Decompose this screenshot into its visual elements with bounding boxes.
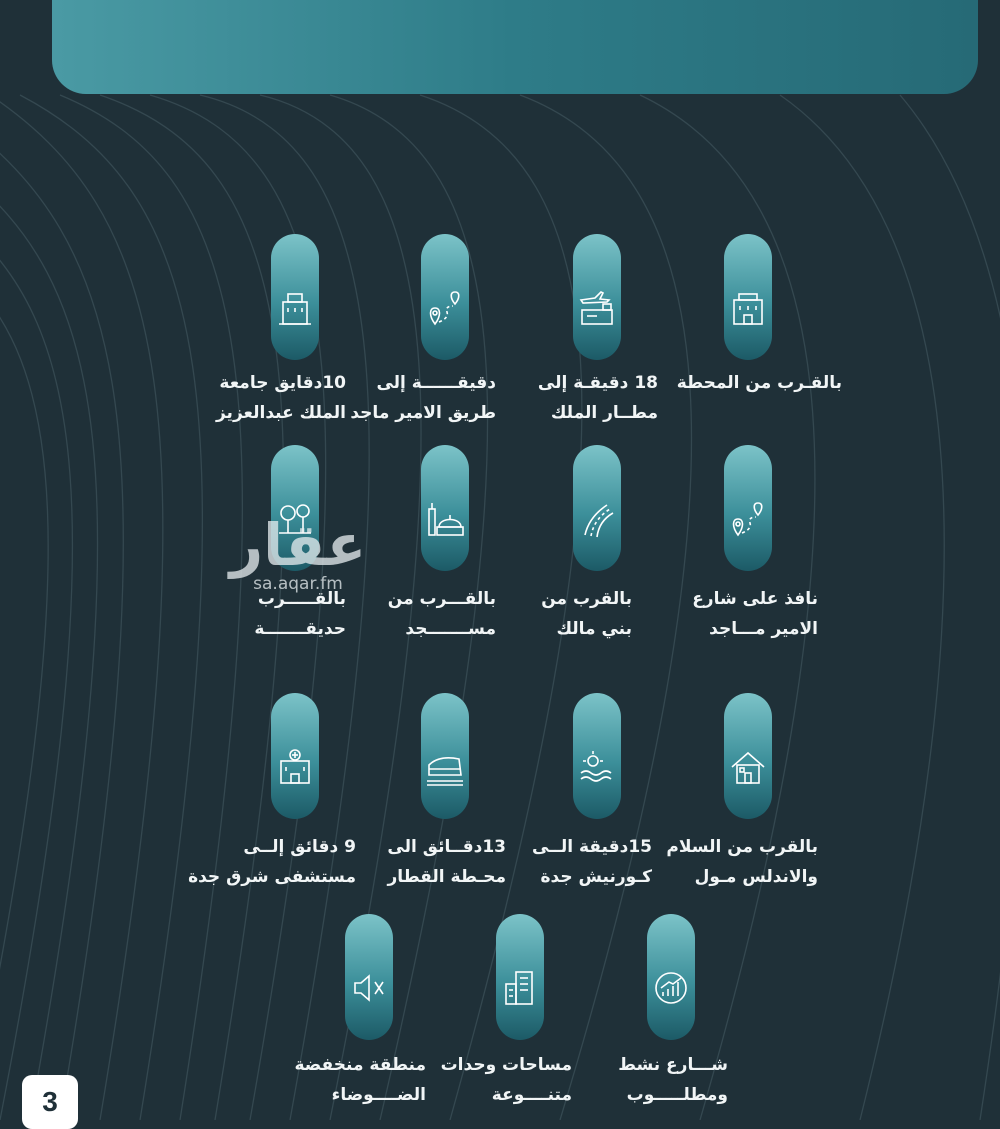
feature-pill-route bbox=[421, 234, 469, 360]
feature-label: دقيقــــــة إلى طريق الامير ماجد bbox=[350, 373, 496, 423]
feature-pill-hospital bbox=[271, 693, 319, 819]
feature-label: بالقـــرب من مســـــــجد bbox=[387, 589, 496, 639]
station-building-icon bbox=[728, 288, 768, 328]
feature-label: بالقـــــرب حديقـــــــة bbox=[254, 589, 346, 639]
route-pin-icon bbox=[728, 499, 768, 539]
feature-label: شـــارع نشط ومطلـــــوب bbox=[618, 1055, 728, 1105]
feature-label: 9 دقائق إلــى مستشفى شرق جدة bbox=[188, 837, 356, 887]
feature-pill-growth bbox=[647, 914, 695, 1040]
feature-label: 15دقيقة الــى كـورنيش جدة bbox=[532, 837, 652, 887]
feature-label: 10دقايق جامعة الملك عبدالعزيز bbox=[215, 373, 346, 423]
hospital-icon bbox=[275, 747, 315, 787]
feature-label: 18 دقيقـة إلى مطــار الملك bbox=[537, 373, 658, 423]
feature-pill-route-2 bbox=[724, 445, 772, 571]
road-icon bbox=[577, 499, 617, 539]
beach-sun-icon bbox=[577, 747, 617, 787]
feature-pill-beach bbox=[573, 693, 621, 819]
mosque-icon bbox=[425, 499, 465, 539]
train-icon bbox=[425, 747, 465, 787]
university-building-icon bbox=[275, 288, 315, 328]
growth-chart-icon bbox=[651, 968, 691, 1008]
feature-pill-house bbox=[724, 693, 772, 819]
feature-pill-mosque bbox=[421, 445, 469, 571]
feature-label: مساحات وحدات متنــــوعة bbox=[440, 1055, 572, 1105]
watermark-url: sa.aqar.fm bbox=[253, 574, 343, 594]
airport-icon bbox=[577, 288, 617, 328]
feature-label: نافذ على شارع الامير مـــاجد bbox=[692, 589, 818, 639]
page-number-badge: 3 bbox=[22, 1075, 78, 1129]
feature-pill-road bbox=[573, 445, 621, 571]
feature-pill-station bbox=[724, 234, 772, 360]
feature-pill-train bbox=[421, 693, 469, 819]
feature-label: 13دقــائق الى محـطة القطار bbox=[387, 837, 506, 887]
buildings-icon bbox=[500, 968, 540, 1008]
watermark bbox=[218, 510, 378, 610]
feature-label: منطقة منخفضة الضــــوضاء bbox=[294, 1055, 426, 1105]
feature-pill-university bbox=[271, 234, 319, 360]
house-icon bbox=[728, 747, 768, 787]
feature-pill-noise bbox=[345, 914, 393, 1040]
feature-label: بالقرب من السلام والاندلس مـول bbox=[666, 837, 818, 887]
top-banner bbox=[52, 0, 978, 94]
feature-pill-airport bbox=[573, 234, 621, 360]
mute-speaker-icon bbox=[349, 968, 389, 1008]
feature-label: بالقـرب من المحطة bbox=[676, 373, 842, 393]
feature-pill-buildings bbox=[496, 914, 544, 1040]
watermark-logo-text: عقار bbox=[229, 511, 367, 579]
route-pin-icon bbox=[425, 288, 465, 328]
feature-label: بالقرب من بني مالك bbox=[541, 589, 632, 639]
